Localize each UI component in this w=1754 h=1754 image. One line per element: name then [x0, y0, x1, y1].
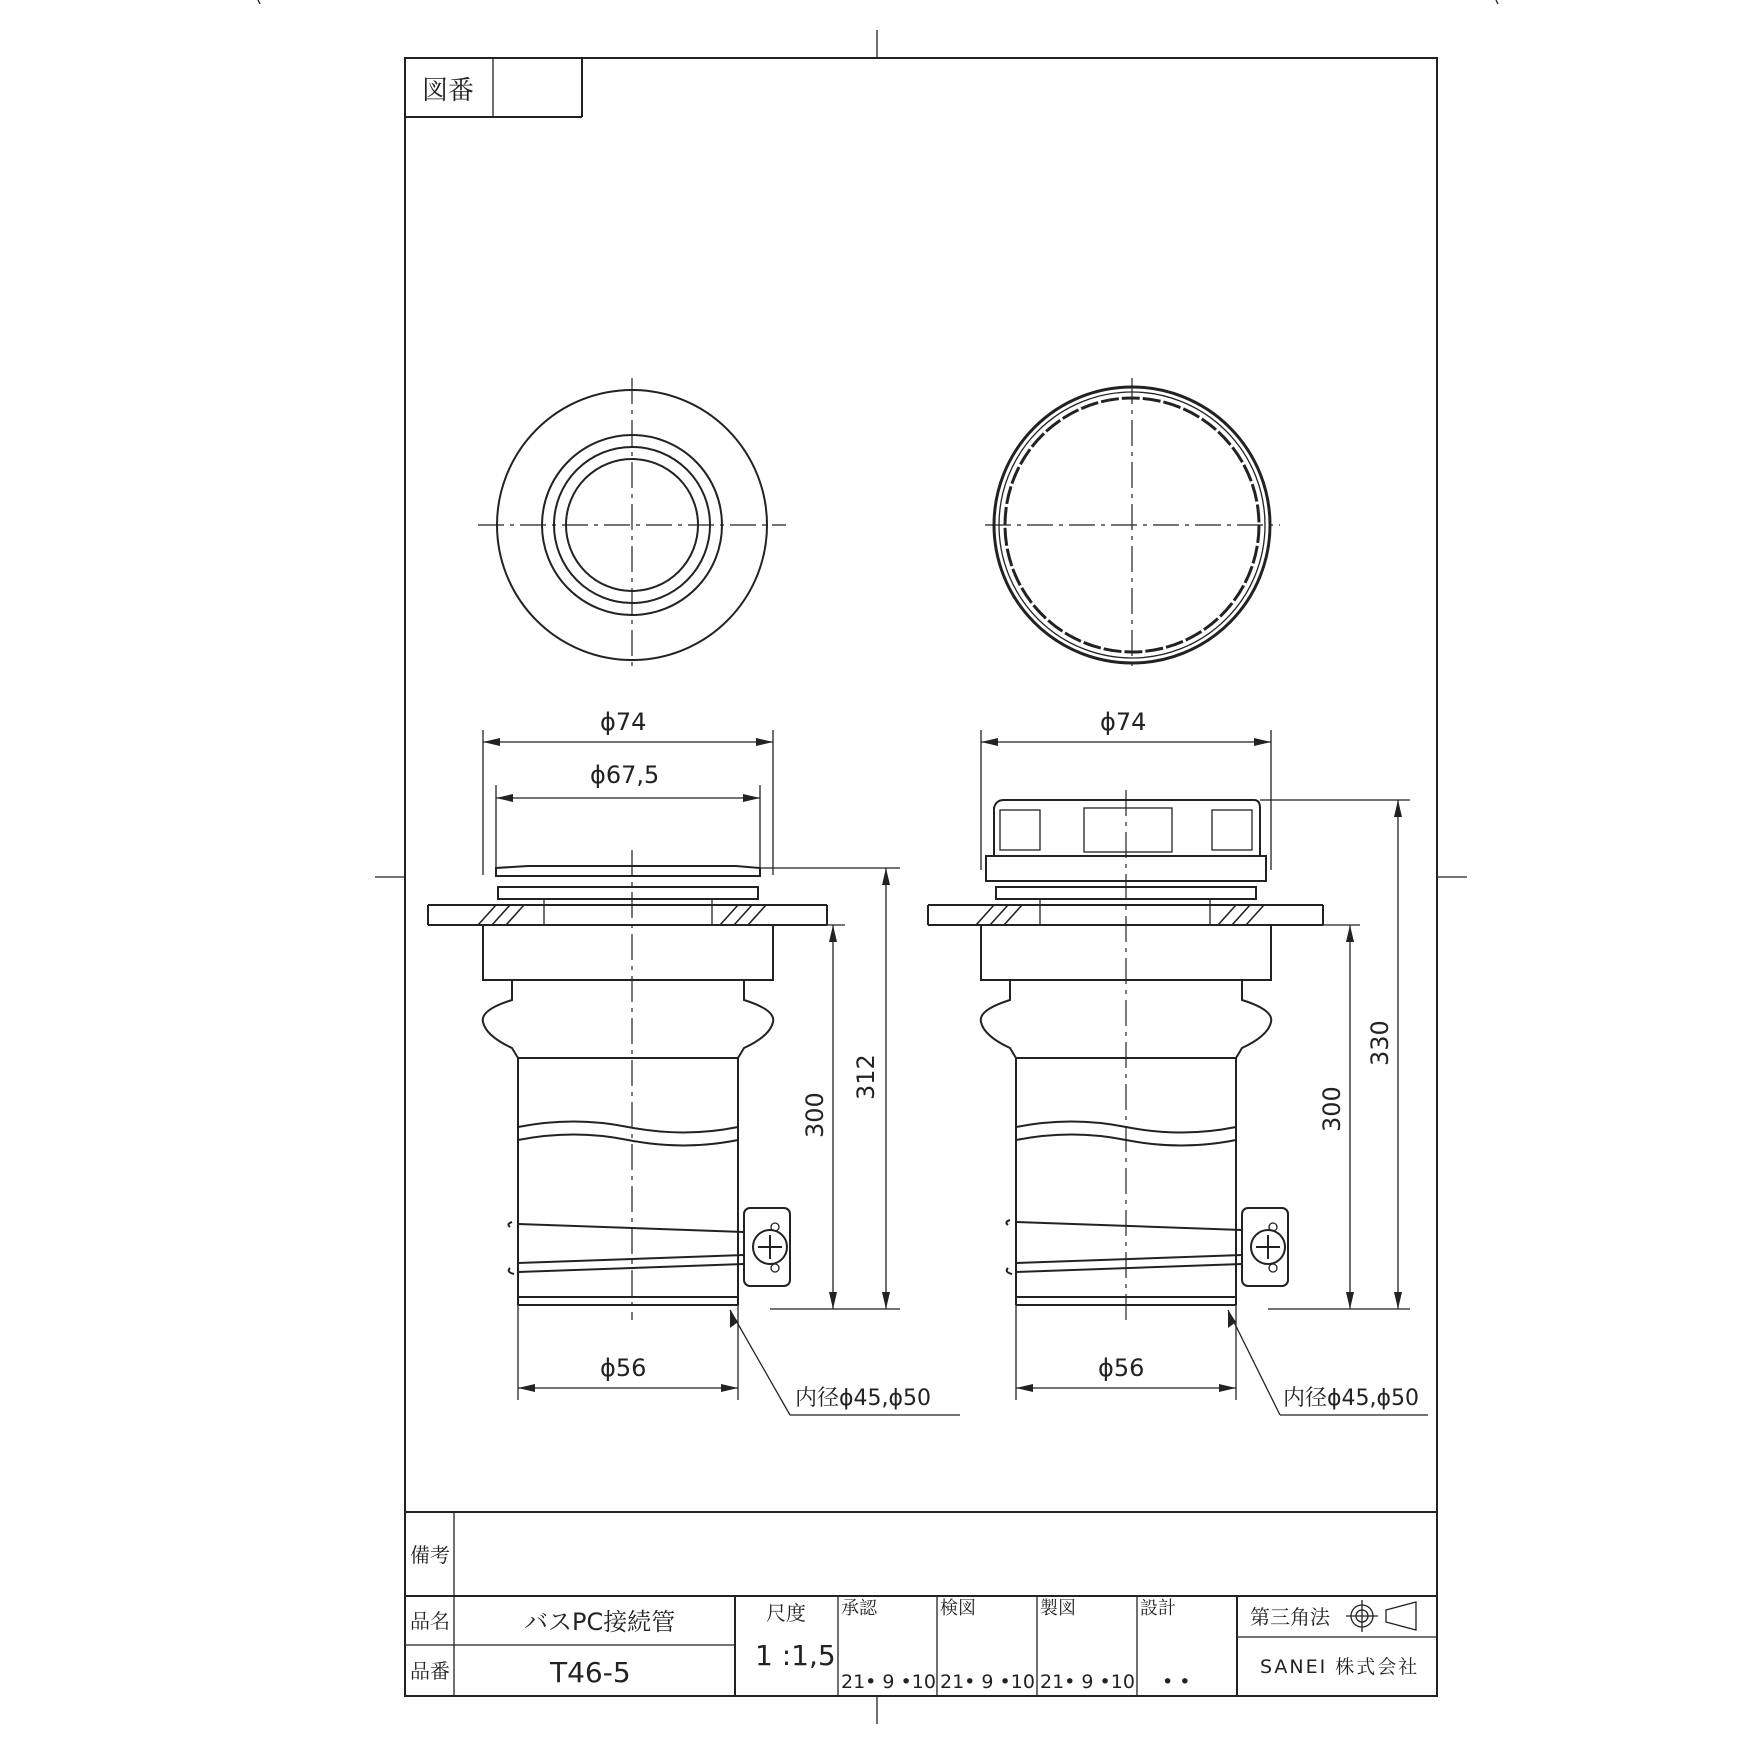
company-name: SANEI 株式会社 — [1260, 1656, 1420, 1678]
design-label: 設計 — [1140, 1598, 1176, 1619]
scale-value: 1 :1,5 — [755, 1639, 836, 1672]
scale-label: 尺度 — [766, 1601, 806, 1625]
checked-date: 21• 9 •10 — [940, 1671, 1035, 1693]
right-end-view — [985, 378, 1280, 672]
left-leader-note: 内径ϕ45,ϕ50 — [795, 1386, 932, 1411]
left-end-view — [478, 378, 786, 672]
left-dim-length-outer: 312 — [852, 1054, 880, 1100]
product-name-value: バスPC接続管 — [524, 1608, 676, 1636]
design-date: • • — [1162, 1671, 1191, 1693]
drawing-number-label: 図番 — [422, 76, 475, 106]
drawing-number-box — [405, 58, 582, 117]
right-leader-note: 内径ϕ45,ϕ50 — [1283, 1386, 1420, 1411]
right-dim-outer-top: ϕ74 — [1100, 708, 1147, 736]
product-number-label: 品番 — [410, 1659, 450, 1683]
right-dim-length-outer: 330 — [1366, 1020, 1394, 1066]
title-block — [405, 1512, 1437, 1696]
sheet-registration-marks — [258, 0, 1498, 1724]
right-side-view — [928, 708, 1428, 1415]
third-angle-projection-icon — [1346, 1600, 1416, 1632]
drawn-label: 製図 — [1040, 1598, 1076, 1619]
drawn-date: 21• 9 •10 — [1040, 1671, 1135, 1693]
left-dim-outer-top: ϕ74 — [600, 708, 647, 736]
approved-label: 承認 — [841, 1598, 877, 1619]
approved-date: 21• 9 •10 — [841, 1671, 936, 1693]
remarks-label: 備考 — [410, 1543, 450, 1567]
left-dim-bottom: ϕ56 — [600, 1354, 647, 1382]
left-dim-length-inner: 300 — [801, 1092, 829, 1138]
right-dim-bottom: ϕ56 — [1098, 1354, 1145, 1382]
left-dim-inner-top: ϕ67,5 — [590, 761, 660, 789]
product-number-value: T46-5 — [550, 1656, 631, 1689]
checked-label: 検図 — [940, 1598, 976, 1619]
projection-label: 第三角法 — [1250, 1605, 1330, 1629]
product-name-label: 品名 — [410, 1609, 450, 1633]
right-dim-length-inner: 300 — [1318, 1086, 1346, 1132]
left-side-view — [428, 708, 960, 1415]
